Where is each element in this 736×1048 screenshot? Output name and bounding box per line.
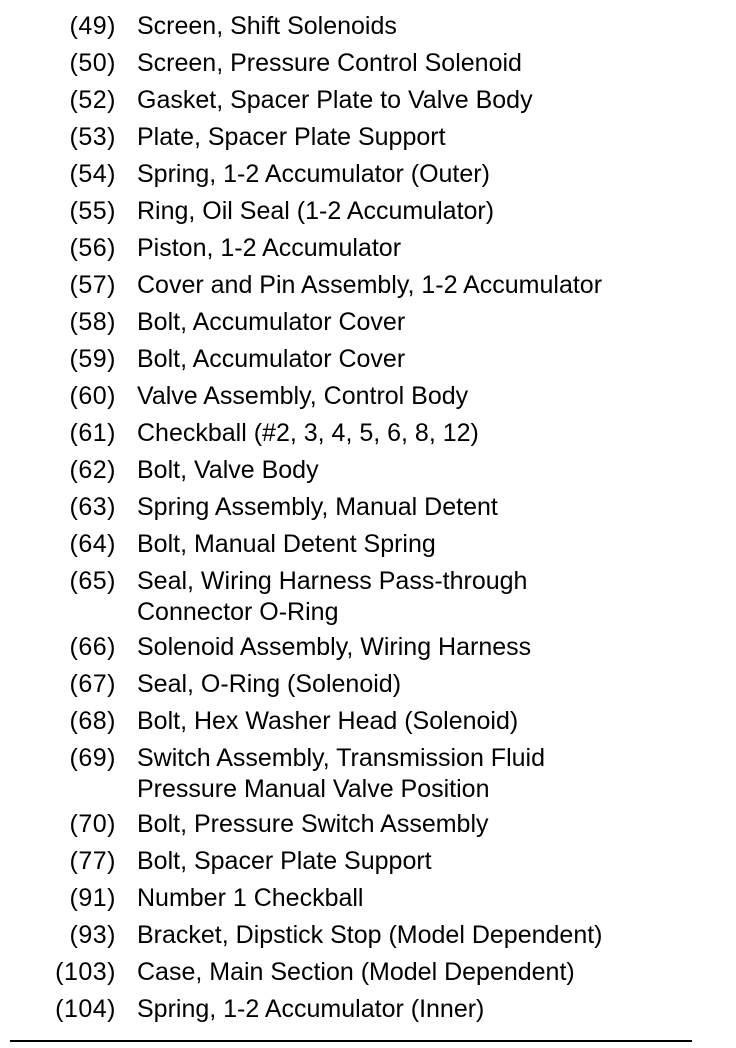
item-description: Seal, O-Ring (Solenoid) — [137, 670, 402, 698]
item-number: (70) — [69, 810, 116, 838]
item-description: Bracket, Dipstick Stop (Model Dependent) — [137, 921, 603, 949]
legend-item — [0, 880, 736, 917]
item-description: Case, Main Section (Model Dependent) — [137, 958, 575, 986]
legend-item — [0, 917, 736, 954]
legend-item — [0, 267, 736, 304]
item-number: (93) — [69, 921, 116, 949]
item-description: Switch Assembly, Transmission Fluid Pressure Manual Valve Position — [137, 744, 545, 803]
legend-item — [0, 156, 736, 193]
item-description: Gasket, Spacer Plate to Valve Body — [137, 86, 533, 114]
item-number: (67) — [69, 670, 116, 698]
item-description: Plate, Spacer Plate Support — [137, 123, 446, 151]
item-description: Valve Assembly, Control Body — [137, 382, 469, 410]
legend-item — [0, 415, 736, 452]
legend-item — [0, 8, 736, 45]
legend-item — [0, 563, 736, 629]
item-number: (66) — [69, 633, 116, 661]
item-description: Solenoid Assembly, Wiring Harness — [137, 633, 532, 661]
item-description: Screen, Shift Solenoids — [137, 12, 397, 40]
item-number: (49) — [69, 12, 116, 40]
legend-item — [0, 526, 736, 563]
legend-item — [0, 954, 736, 991]
item-description: Cover and Pin Assembly, 1-2 Accumulator — [137, 271, 603, 299]
bottom-rule — [10, 1040, 692, 1042]
item-description: Bolt, Accumulator Cover — [137, 308, 406, 336]
item-number: (91) — [69, 884, 116, 912]
item-description: Screen, Pressure Control Solenoid — [137, 49, 522, 77]
legend-item — [0, 341, 736, 378]
item-number: (62) — [69, 456, 116, 484]
legend-item — [0, 378, 736, 415]
item-description: Bolt, Accumulator Cover — [137, 345, 406, 373]
item-description: Spring Assembly, Manual Detent — [137, 493, 498, 521]
item-description: Bolt, Hex Washer Head (Solenoid) — [137, 707, 519, 735]
item-number: (104) — [55, 995, 116, 1023]
item-description: Spring, 1-2 Accumulator (Inner) — [137, 995, 485, 1023]
item-number: (103) — [55, 958, 116, 986]
item-number: (50) — [69, 49, 116, 77]
item-number: (52) — [69, 86, 116, 114]
parts-legend — [0, 8, 736, 1028]
legend-item — [0, 629, 736, 666]
item-number: (69) — [69, 744, 116, 772]
item-number: (61) — [69, 419, 116, 447]
item-description: Bolt, Pressure Switch Assembly — [137, 810, 489, 838]
legend-item — [0, 193, 736, 230]
item-number: (58) — [69, 308, 116, 336]
legend-item — [0, 806, 736, 843]
legend-item — [0, 489, 736, 526]
item-description: Ring, Oil Seal (1-2 Accumulator) — [137, 197, 495, 225]
legend-item — [0, 45, 736, 82]
legend-item — [0, 740, 736, 806]
item-description: Number 1 Checkball — [137, 884, 364, 912]
legend-item — [0, 703, 736, 740]
item-description: Bolt, Manual Detent Spring — [137, 530, 436, 558]
item-number: (64) — [69, 530, 116, 558]
item-description: Piston, 1-2 Accumulator — [137, 234, 402, 262]
legend-item — [0, 666, 736, 703]
legend-item — [0, 304, 736, 341]
item-number: (65) — [69, 567, 116, 595]
legend-item — [0, 991, 736, 1028]
item-description: Spring, 1-2 Accumulator (Outer) — [137, 160, 490, 188]
item-description: Bolt, Spacer Plate Support — [137, 847, 432, 875]
item-number: (55) — [69, 197, 116, 225]
item-number: (68) — [69, 707, 116, 735]
item-number: (54) — [69, 160, 116, 188]
item-number: (60) — [69, 382, 116, 410]
legend-item — [0, 230, 736, 267]
legend-item — [0, 452, 736, 489]
legend-item — [0, 843, 736, 880]
item-number: (57) — [69, 271, 116, 299]
item-description: Bolt, Valve Body — [137, 456, 319, 484]
item-description: Checkball (#2, 3, 4, 5, 6, 8, 12) — [137, 419, 479, 447]
item-number: (77) — [69, 847, 116, 875]
legend-item — [0, 119, 736, 156]
item-description: Seal, Wiring Harness Pass-through Connector O-Ring — [137, 567, 528, 626]
legend-item — [0, 82, 736, 119]
item-number: (59) — [69, 345, 116, 373]
item-number: (56) — [69, 234, 116, 262]
item-number: (53) — [69, 123, 116, 151]
item-number: (63) — [69, 493, 116, 521]
